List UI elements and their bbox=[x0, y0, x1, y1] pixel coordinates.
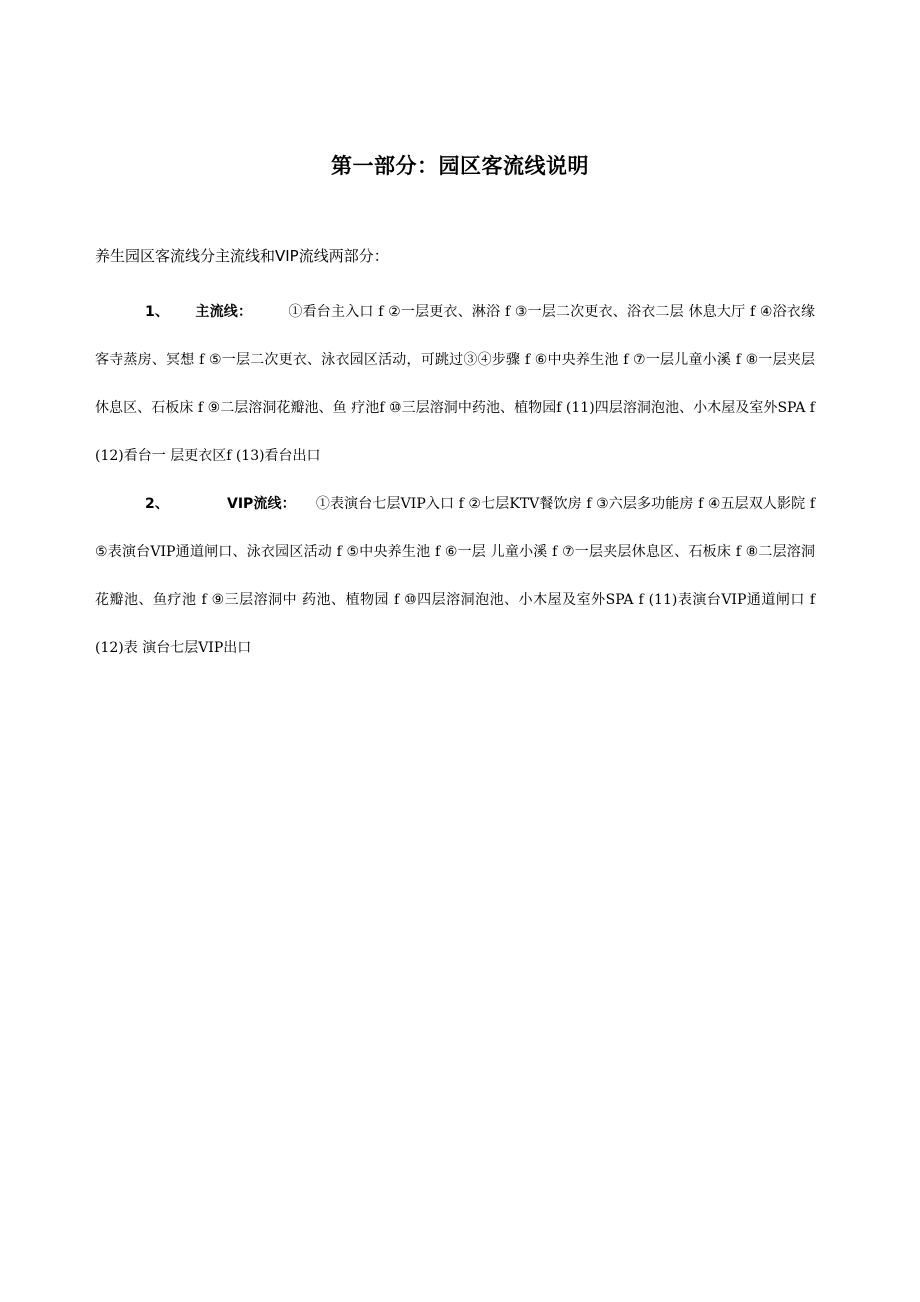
section-number: 2、 bbox=[145, 496, 169, 512]
section-body: ①表演台七层VIP入口 f ②七层KTV餐饮房 f ③六层多功能房 f ④五层双人影院 f ⑤表演台VIP通道闸口、泳衣园区活动 f ⑤中央养生池 f ⑥一层 儿童小溪 f ⑦一层夹层休息区、石板床 f ⑧二层溶洞花瓣池、鱼疗池 f ⑨三层溶洞中 药池、植物园 f ⑩四层溶洞泡池、小木屋及室外SPA f (11)表演台VIP通道闸口 f (12)表 演台七层VIP出口 bbox=[95, 496, 816, 656]
section-heading: VIP流线： bbox=[227, 496, 296, 512]
main-flow-section bbox=[95, 288, 815, 480]
vip-flow-section bbox=[95, 480, 815, 672]
section-body: ①看台主入口 f ②一层更衣、淋浴 f ③一层二次更衣、浴衣二层 休息大厅 f ④浴衣缘客寺蒸房、冥想 f ⑤一层二次更衣、泳衣园区活动，可跳过③④步骤 f ⑥中央养生池 f ⑦一层儿童小溪 f ⑧一层夹层休息区、石板床 f ⑨二层溶洞花瓣池、鱼 疗池f ⑩三层溶洞中药池、植物园f (11)四层溶洞泡池、小木屋及室外SPA f (12)看台一 层更衣区f (13)看台出口 bbox=[95, 304, 815, 464]
section-number: 1、 bbox=[145, 304, 170, 320]
page-title: 第一部分：园区客流线说明 bbox=[331, 154, 589, 178]
intro-paragraph: 养生园区客流线分主流线和VIP流线两部分： bbox=[95, 247, 389, 265]
section-heading: 主流线： bbox=[195, 304, 253, 320]
